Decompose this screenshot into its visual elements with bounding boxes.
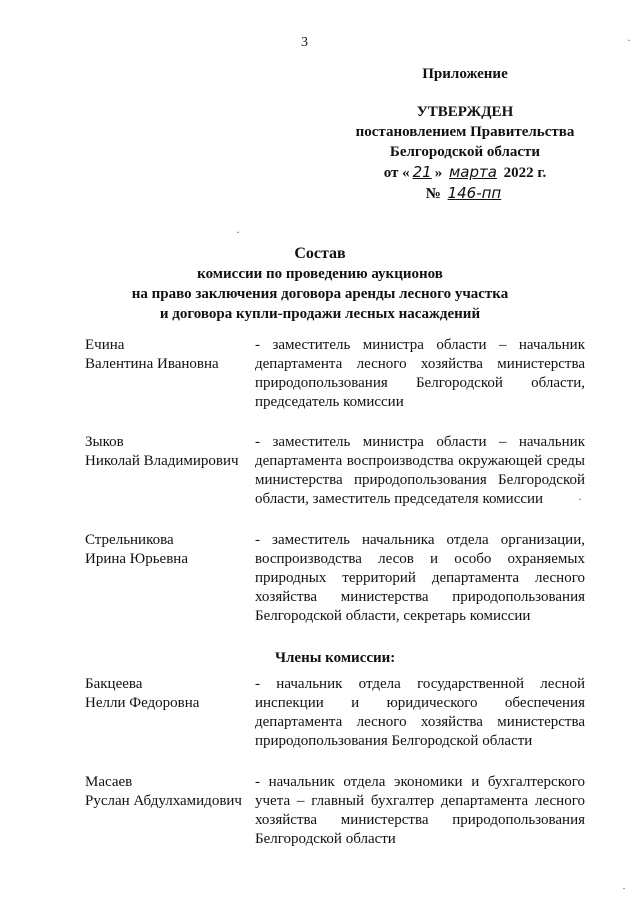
member-role: - начальник отдела экономики и бухгалтерского учета – главный бухгалтер департамента лесного хозяйства министерства природопользования Белгородской области: [255, 774, 585, 847]
member-entry: [85, 675, 585, 751]
scan-speck: ·: [622, 881, 626, 895]
page-number: 3: [301, 35, 308, 50]
region-line: Белгородской области: [389, 144, 541, 160]
date-day: 21: [412, 163, 432, 181]
member-role: - начальник отдела государственной лесной инспекции и юридического обеспечения департамента лесного хозяйства министерства природопользования Белгородской области: [255, 676, 585, 749]
member-name: [85, 675, 255, 751]
member-name: [85, 336, 255, 412]
member-role: - заместитель министра области – начальник департамента лесного хозяйства министерства природопользования Белгородской области, председатель комиссии: [255, 337, 585, 410]
member-given-name: Валентина Ивановна: [85, 356, 219, 372]
approved-label: УТВЕРЖДЕН: [416, 104, 514, 120]
title-line-2: на право заключения договора аренды лесного участка: [131, 286, 509, 302]
number-prefix: №: [425, 186, 441, 202]
approval-block: [340, 64, 590, 204]
member-role: - заместитель начальника отдела организации, воспроизводства лесов и особо охраняемых природных территорий департамента лесного хозяйства министерства природопользования Белгородской области, секретарь комиссии: [255, 532, 585, 624]
date-month: марта: [448, 163, 497, 181]
title-line-3: и договора купли-продажи лесных насаждений: [159, 306, 481, 322]
scan-speck: ·: [236, 225, 240, 239]
member-given-name: Руслан Абдулхамидович: [85, 793, 242, 809]
date-prefix: от «: [383, 165, 410, 181]
approval-date: [340, 162, 590, 183]
member-entry: [85, 336, 585, 412]
date-mid: »: [434, 165, 443, 181]
scan-speck: ·: [578, 492, 582, 506]
title-line-1: комиссии по проведению аукционов: [197, 266, 443, 282]
title-main: Состав: [294, 245, 346, 262]
member-surname: Бакцеева: [85, 676, 143, 692]
member-given-name: Николай Владимирович: [85, 453, 239, 469]
member-role: - заместитель министра области – начальник департамента воспроизводства окружающей среды министерства природопользования Белгородской области, заместитель председателя комиссии: [255, 434, 585, 507]
number-value: 146-пп: [447, 184, 502, 202]
member-given-name: Ирина Юрьевна: [85, 551, 188, 567]
member-entry: [85, 433, 585, 509]
members-heading: Члены комиссии:: [275, 650, 396, 666]
member-name: [85, 531, 255, 626]
member-given-name: Нелли Федоровна: [85, 695, 200, 711]
member-surname: Стрельникова: [85, 532, 174, 548]
decree-number: [340, 183, 590, 204]
scan-speck: ·: [627, 33, 631, 47]
member-entry: [85, 773, 585, 849]
member-surname: Зыков: [85, 434, 124, 450]
appendix-label: Приложение: [422, 66, 508, 82]
date-year: 2022 г.: [503, 165, 547, 181]
document-title: [100, 244, 540, 324]
approved-by-line: постановлением Правительства: [355, 124, 575, 140]
member-surname: Ечина: [85, 337, 125, 353]
member-name: [85, 773, 255, 849]
member-entry: [85, 531, 585, 626]
member-surname: Масаев: [85, 774, 133, 790]
member-name: [85, 433, 255, 509]
